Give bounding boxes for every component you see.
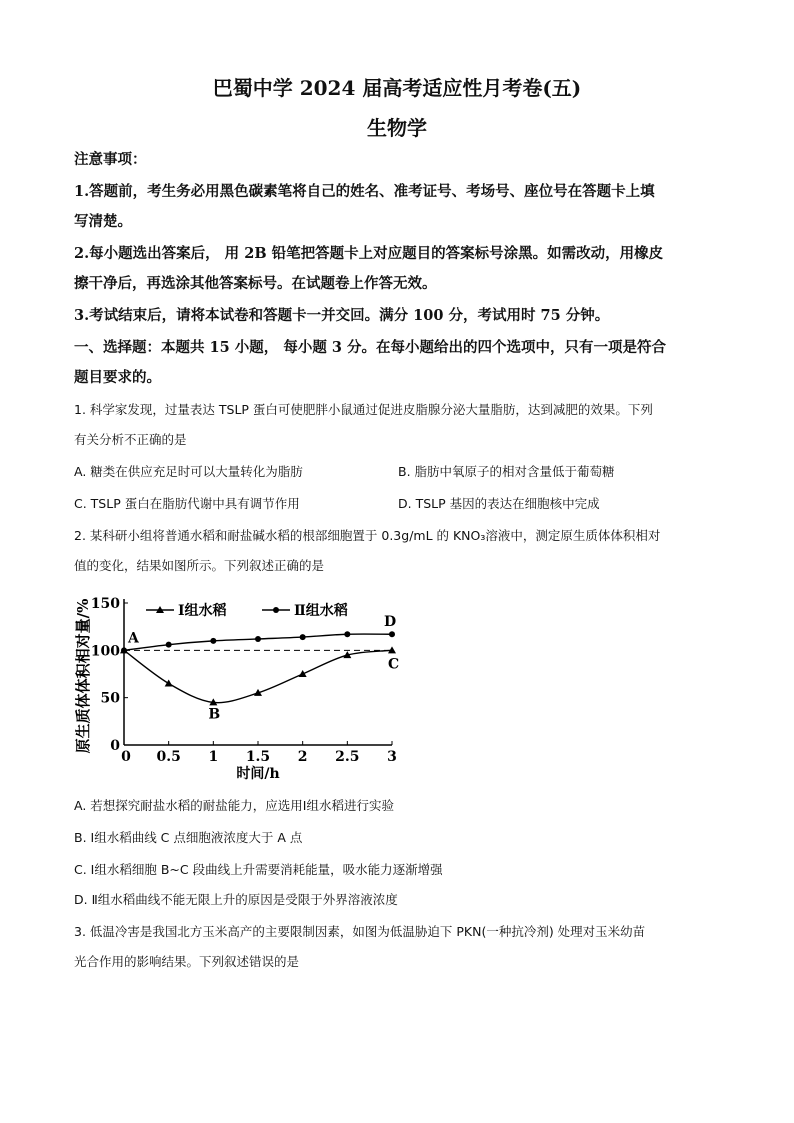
legend-marker-2 [273, 607, 279, 613]
series-2-point [344, 631, 350, 637]
q2-option-b: B. Ⅰ组水稻曲线 C 点细胞液浓度大于 A 点 [74, 830, 303, 845]
y-tick-label: 100 [90, 643, 120, 660]
series-2-point [300, 634, 306, 640]
notice-item-2-line-2: 擦干净后，再选涂其他答案标号。在试题卷上作答无效。 [74, 275, 437, 292]
notice-item-2-line-1: 2.每小题选出答案后， 用 2B 铅笔把答题卡上对应题目的答案标号涂黑。如需改动，用橡皮 [74, 245, 664, 262]
q1-option-a: A. 糖类在供应充足时可以大量转化为脂肪 [74, 464, 303, 479]
series-2-point [389, 631, 395, 637]
legend-label-2: Ⅱ组水稻 [294, 603, 348, 619]
q2-stem-line-1: 2. 某科研小组将普通水稻和耐盐碱水稻的根部细胞置于 0.3g/mL 的 KNO₃溶液中，测定原生质体体积相对 [74, 528, 661, 543]
q1-option-d: D. TSLP 基因的表达在细胞核中完成 [398, 496, 600, 511]
section-heading-line-1: 一、选择题：本题共 15 小题， 每小题 3 分。在每小题给出的四个选项中，只有一项是符合 [74, 339, 667, 356]
point-label-d: D [384, 614, 397, 631]
protoplast-volume-chart [66, 590, 426, 790]
q3-stem-line-2: 光合作用的影响结果。下列叙述错误的是 [74, 954, 300, 969]
x-tick-label: 0.5 [156, 749, 181, 765]
q3-stem-line-1: 3. 低温冷害是我国北方玉米高产的主要限制因素，如图为低温胁迫下 PKN(一种抗冷剂) 处理对玉米幼苗 [74, 924, 646, 939]
series-2-point [210, 638, 216, 644]
q2-option-a: A. 若想探究耐盐水稻的耐盐能力，应选用Ⅰ组水稻进行实验 [74, 798, 394, 813]
legend-label-1: Ⅰ组水稻 [178, 603, 227, 619]
q1-option-c: C. TSLP 蛋白在脂肪代谢中具有调节作用 [74, 496, 300, 511]
notice-item-3: 3.考试结束后，请将本试卷和答题卡一并交回。满分 100 分，考试用时 75 分钟。 [74, 307, 610, 324]
q2-option-d: D. Ⅱ组水稻曲线不能无限上升的原因是受限于外界溶液浓度 [74, 892, 398, 907]
subject-title: 生物学 [367, 116, 427, 140]
y-tick-label: 150 [90, 596, 120, 612]
notice-item-1-line-1: 1.答题前，考生务必用黑色碳素笔将自己的姓名、准考证号、考场号、座位号在答题卡上填 [74, 183, 655, 200]
section-heading-line-2: 题目要求的。 [74, 369, 161, 386]
series-1-point [165, 679, 173, 686]
y-axis-label: 原生质体体积相对量/% [74, 598, 92, 754]
series-2-point [166, 642, 172, 648]
x-tick-label: 1 [208, 749, 219, 765]
x-tick-label: 3 [387, 749, 397, 765]
q1-stem-line-2: 有关分析不正确的是 [74, 432, 187, 447]
series-2-point [121, 647, 127, 653]
point-label-b: B [208, 706, 221, 723]
x-tick-label: 2 [297, 749, 308, 765]
q2-stem-line-2: 值的变化，结果如图所示。下列叙述正确的是 [74, 558, 325, 573]
point-label-a: A [128, 630, 139, 647]
x-tick-label: 2.5 [335, 749, 360, 765]
exam-title: 巴蜀中学 2024 届高考适应性月考卷(五) [212, 76, 582, 100]
q1-option-b: B. 脂肪中氧原子的相对含量低于葡萄糖 [398, 464, 615, 479]
y-tick-label: 0 [110, 738, 120, 754]
series-2-point [255, 636, 261, 642]
notice-heading: 注意事项： [74, 151, 147, 168]
notice-item-1-line-2: 写清楚。 [74, 213, 132, 230]
point-label-c: C [388, 656, 400, 673]
x-tick-label: 0 [121, 749, 131, 765]
q1-stem-line-1: 1. 科学家发现，过量表达 TSLP 蛋白可使肥胖小鼠通过促进皮脂腺分泌大量脂肪，达到减肥的效果。下列 [74, 402, 653, 417]
q2-option-c: C. Ⅰ组水稻细胞 B~C 段曲线上升需要消耗能量，吸水能力逐渐增强 [74, 862, 443, 877]
x-tick-label: 1.5 [245, 749, 271, 765]
y-tick-label: 50 [100, 690, 120, 707]
x-axis-label: 时间/h [236, 766, 280, 782]
series-1-point [388, 646, 396, 653]
